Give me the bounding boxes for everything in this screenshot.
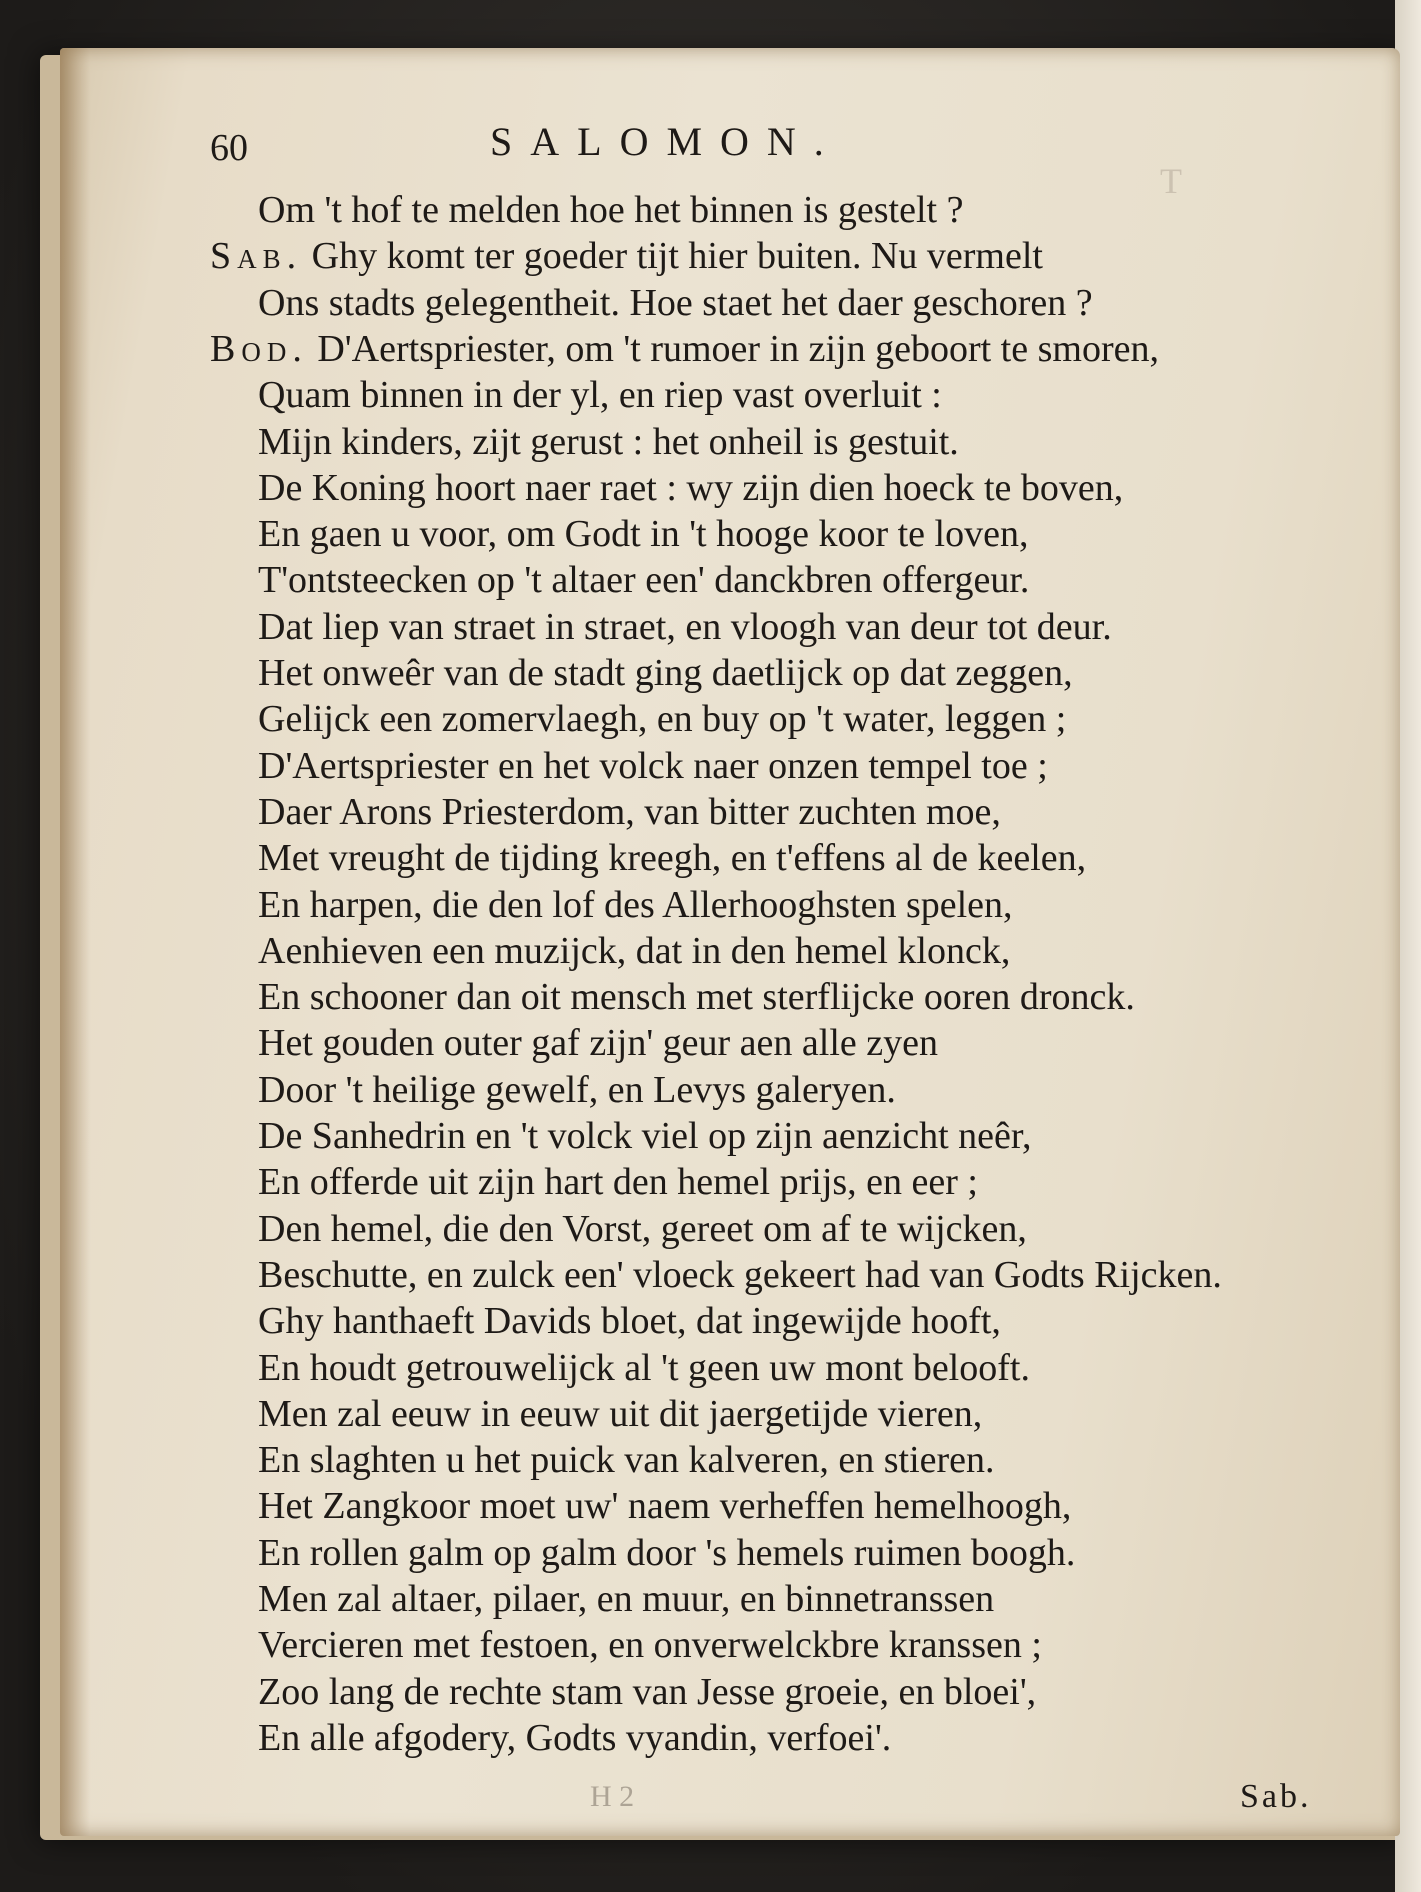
verse-line bbox=[258, 975, 1135, 1019]
verse-line bbox=[258, 1253, 1222, 1297]
verse-line bbox=[258, 1346, 1030, 1390]
line-text: D'Aertspriester, om 't rumoer in zijn geboort te smoren, bbox=[317, 327, 1159, 370]
verse-line bbox=[258, 188, 963, 232]
line-text: En offerde uit zijn hart den hemel prijs, en eer ; bbox=[258, 1161, 978, 1204]
bleed-through-text: T bbox=[1160, 161, 1182, 201]
signature-mark: H 2 bbox=[590, 1780, 635, 1813]
verse-line bbox=[210, 234, 1043, 278]
verse-line bbox=[258, 558, 1029, 602]
speaker-label: Bod. bbox=[210, 327, 308, 370]
line-text: Het onweêr van de stadt ging daetlijck op dat zeggen, bbox=[258, 652, 1073, 694]
verse-line bbox=[258, 1484, 1071, 1528]
verse-line bbox=[258, 1068, 896, 1112]
verse-line bbox=[258, 1438, 995, 1482]
line-text: Met vreught de tijding kreegh, en t'effens al de keelen, bbox=[258, 837, 1087, 880]
verse-line bbox=[258, 1160, 978, 1204]
line-text: Den hemel, die den Vorst, gereet om af te wijcken, bbox=[258, 1207, 1027, 1250]
line-text: En gaen u voor, om Godt in 't hooge koor te loven, bbox=[258, 513, 1029, 556]
verse-line bbox=[258, 1392, 982, 1436]
verse-line bbox=[258, 790, 1001, 834]
line-text: De Koning hoort naer raet : wy zijn dien hoeck te boven, bbox=[258, 466, 1124, 509]
line-text: En harpen, die den lof des Allerhooghsten spelen, bbox=[258, 883, 1013, 926]
speaker-label: Sab. bbox=[210, 235, 303, 278]
verse-line bbox=[210, 327, 1159, 371]
line-text: Men zal eeuw in eeuw uit dit jaergetijde vieren, bbox=[258, 1392, 983, 1435]
line-text: Quam binnen in der yl, en riep vast overluit : bbox=[258, 374, 942, 417]
line-text: De Sanhedrin en 't volck viel op zijn aenzicht neêr, bbox=[258, 1115, 1032, 1157]
verse-line bbox=[258, 929, 1010, 973]
line-text: En schooner dan oit mensch met sterflijcke ooren dronck. bbox=[258, 976, 1135, 1019]
line-text: Men zal altaer, pilaer, en muur, en binnetranssen bbox=[258, 1578, 995, 1620]
line-text: Mijn kinders, zijt gerust : het onheil is gestuit. bbox=[258, 420, 959, 463]
catchword: Sab. bbox=[1240, 1778, 1312, 1815]
line-text: Ons stadts gelegentheit. Hoe staet het daer geschoren ? bbox=[258, 281, 1093, 324]
line-text: D'Aertspriester en het volck naer onzen tempel toe ; bbox=[258, 744, 1048, 787]
verse-line bbox=[258, 1021, 938, 1065]
verse-line bbox=[258, 605, 1112, 649]
verse-line bbox=[258, 836, 1086, 880]
line-text: Het gouden outer gaf zijn' geur aen alle zyen bbox=[258, 1022, 938, 1065]
verse-line bbox=[258, 1114, 1032, 1158]
verse-line bbox=[258, 281, 1093, 325]
line-text: En rollen galm op galm door 's hemels ruimen boogh. bbox=[258, 1531, 1076, 1574]
verse-line bbox=[258, 1716, 891, 1760]
page-number: 60 bbox=[210, 127, 248, 169]
line-text: En houdt getrouwelijck al 't geen uw mont belooft. bbox=[258, 1346, 1030, 1389]
line-text: Beschutte, en zulck een' vloeck gekeert had van Godts Rijcken. bbox=[258, 1253, 1222, 1296]
verse-line bbox=[258, 744, 1048, 788]
verse-line bbox=[258, 697, 1066, 741]
line-text: Ghy komt ter goeder tijt hier buiten. Nu vermelt bbox=[311, 235, 1043, 278]
verse-line bbox=[258, 466, 1123, 510]
verse-line bbox=[258, 1207, 1027, 1251]
line-text: Vercieren met festoen, en onverwelckbre kranssen ; bbox=[258, 1624, 1042, 1667]
line-text: Gelijck een zomervlaegh, en buy op 't water, leggen ; bbox=[258, 698, 1067, 741]
line-text: Om 't hof te melden hoe het binnen is gestelt ? bbox=[258, 189, 964, 231]
line-text: Het Zangkoor moet uw' naem verheffen hemelhoogh, bbox=[258, 1485, 1072, 1528]
verse-line bbox=[258, 1531, 1075, 1575]
verse-line bbox=[258, 512, 1028, 556]
verse-line bbox=[258, 1577, 994, 1621]
line-text: Door 't heilige gewelf, en Levys galeryen. bbox=[258, 1068, 896, 1111]
line-text: En alle afgodery, Godts vyandin, verfoei'. bbox=[258, 1716, 892, 1759]
line-text: En slaghten u het puick van kalveren, en stieren. bbox=[258, 1439, 995, 1482]
line-text: T'ontsteecken op 't altaer een' danckbren offergeur. bbox=[258, 559, 1030, 602]
line-text: Zoo lang de rechte stam van Jesse groeie, en bloei', bbox=[258, 1670, 1037, 1713]
verse-line bbox=[258, 420, 959, 464]
line-text: Dat liep van straet in straet, en vloogh van deur tot deur. bbox=[258, 605, 1112, 648]
line-text: Ghy hanthaeft Davids bloet, dat ingewijde hooft, bbox=[258, 1300, 1001, 1343]
verse-line bbox=[258, 1299, 1001, 1343]
verse-line bbox=[258, 883, 1013, 927]
line-text: Daer Arons Priesterdom, van bitter zuchten moe, bbox=[258, 790, 1001, 833]
verse-line bbox=[258, 651, 1073, 695]
verse-line bbox=[258, 1670, 1036, 1714]
running-head: SALOMON. bbox=[490, 119, 842, 164]
verse-line bbox=[258, 373, 942, 417]
line-text: Aenhieven een muzijck, dat in den hemel klonck, bbox=[258, 929, 1011, 972]
verse-line bbox=[258, 1623, 1042, 1667]
